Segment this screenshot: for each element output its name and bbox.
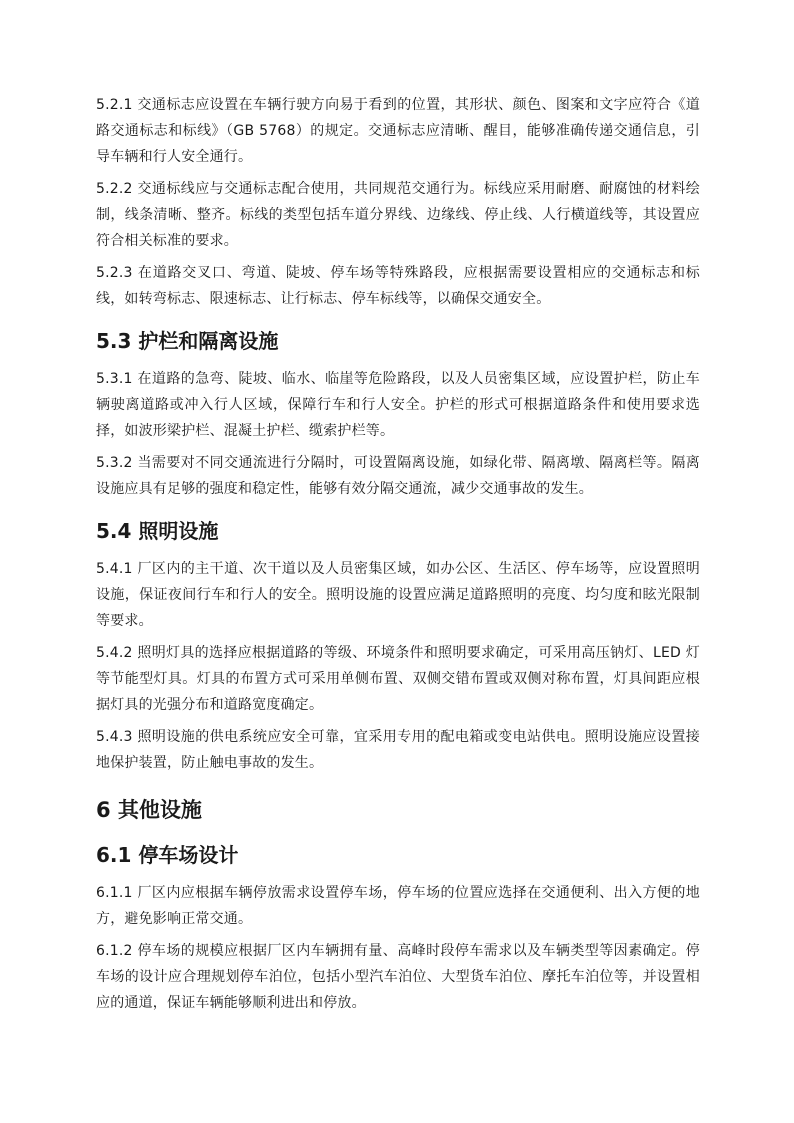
heading-5-3: 5.3 护栏和隔离设施 <box>96 329 279 353</box>
paragraph-5-2-3: 5.2.3 在道路交叉口、弯道、陡坡、停车场等特殊路段，应根据需要设置相应的交通标志和标线，如转弯标志、限速标志、让行标志、停车标线等，以确保交通安全。 <box>96 265 700 307</box>
paragraph-5-4-2: 5.4.2 照明灯具的选择应根据道路的等级、环境条件和照明要求确定，可采用高压钠灯、LED 灯等节能型灯具。灯具的布置方式可采用单侧布置、双侧交错布置或双侧对称布置，灯具间距应根据灯具的光强分布和道路宽度确定。 <box>96 645 700 713</box>
heading-6-1: 6.1 停车场设计 <box>96 843 239 867</box>
paragraph-5-4-1: 5.4.1 厂区内的主干道、次干道以及人员密集区域，如办公区、生活区、停车场等，应设置照明设施，保证夜间行车和行人的安全。照明设施的设置应满足道路照明的亮度、均匀度和眩光限制等要求。 <box>96 561 700 629</box>
heading-6: 6 其他设施 <box>96 798 202 822</box>
paragraph-5-3-1: 5.3.1 在道路的急弯、陡坡、临水、临崖等危险路段，以及人员密集区域，应设置护栏，防止车辆驶离道路或冲入行人区域，保障行车和行人安全。护栏的形式可根据道路条件和使用要求选择，如波形梁护栏、混凝土护栏、缆索护栏等。 <box>96 371 700 439</box>
paragraph-5-4-3: 5.4.3 照明设施的供电系统应安全可靠，宜采用专用的配电箱或变电站供电。照明设施应设置接地保护装置，防止触电事故的发生。 <box>96 729 700 771</box>
paragraph-5-2-1: 5.2.1 交通标志应设置在车辆行驶方向易于看到的位置，其形状、颜色、图案和文字应符合《道路交通标志和标线》（GB 5768）的规定。交通标志应清晰、醒目，能够准确传递交通信息，引导车辆和行人安全通行。 <box>96 97 700 165</box>
paragraph-6-1-1: 6.1.1 厂区内应根据车辆停放需求设置停车场，停车场的位置应选择在交通便利、出入方便的地方，避免影响正常交通。 <box>96 885 700 927</box>
paragraph-6-1-2: 6.1.2 停车场的规模应根据厂区内车辆拥有量、高峰时段停车需求以及车辆类型等因素确定。停车场的设计应合理规划停车泊位，包括小型汽车泊位、大型货车泊位、摩托车泊位等，并设置相应的通道，保证车辆能够顺利进出和停放。 <box>96 943 700 1011</box>
paragraph-5-3-2: 5.3.2 当需要对不同交通流进行分隔时，可设置隔离设施，如绿化带、隔离墩、隔离栏等。隔离设施应具有足够的强度和稳定性，能够有效分隔交通流，减少交通事故的发生。 <box>96 455 700 497</box>
document-page <box>96 92 700 1022</box>
paragraph-5-2-2: 5.2.2 交通标线应与交通标志配合使用，共同规范交通行为。标线应采用耐磨、耐腐蚀的材料绘制，线条清晰、整齐。标线的类型包括车道分界线、边缘线、停止线、人行横道线等，其设置应符合相关标准的要求。 <box>96 181 700 249</box>
heading-5-4: 5.4 照明设施 <box>96 519 219 543</box>
